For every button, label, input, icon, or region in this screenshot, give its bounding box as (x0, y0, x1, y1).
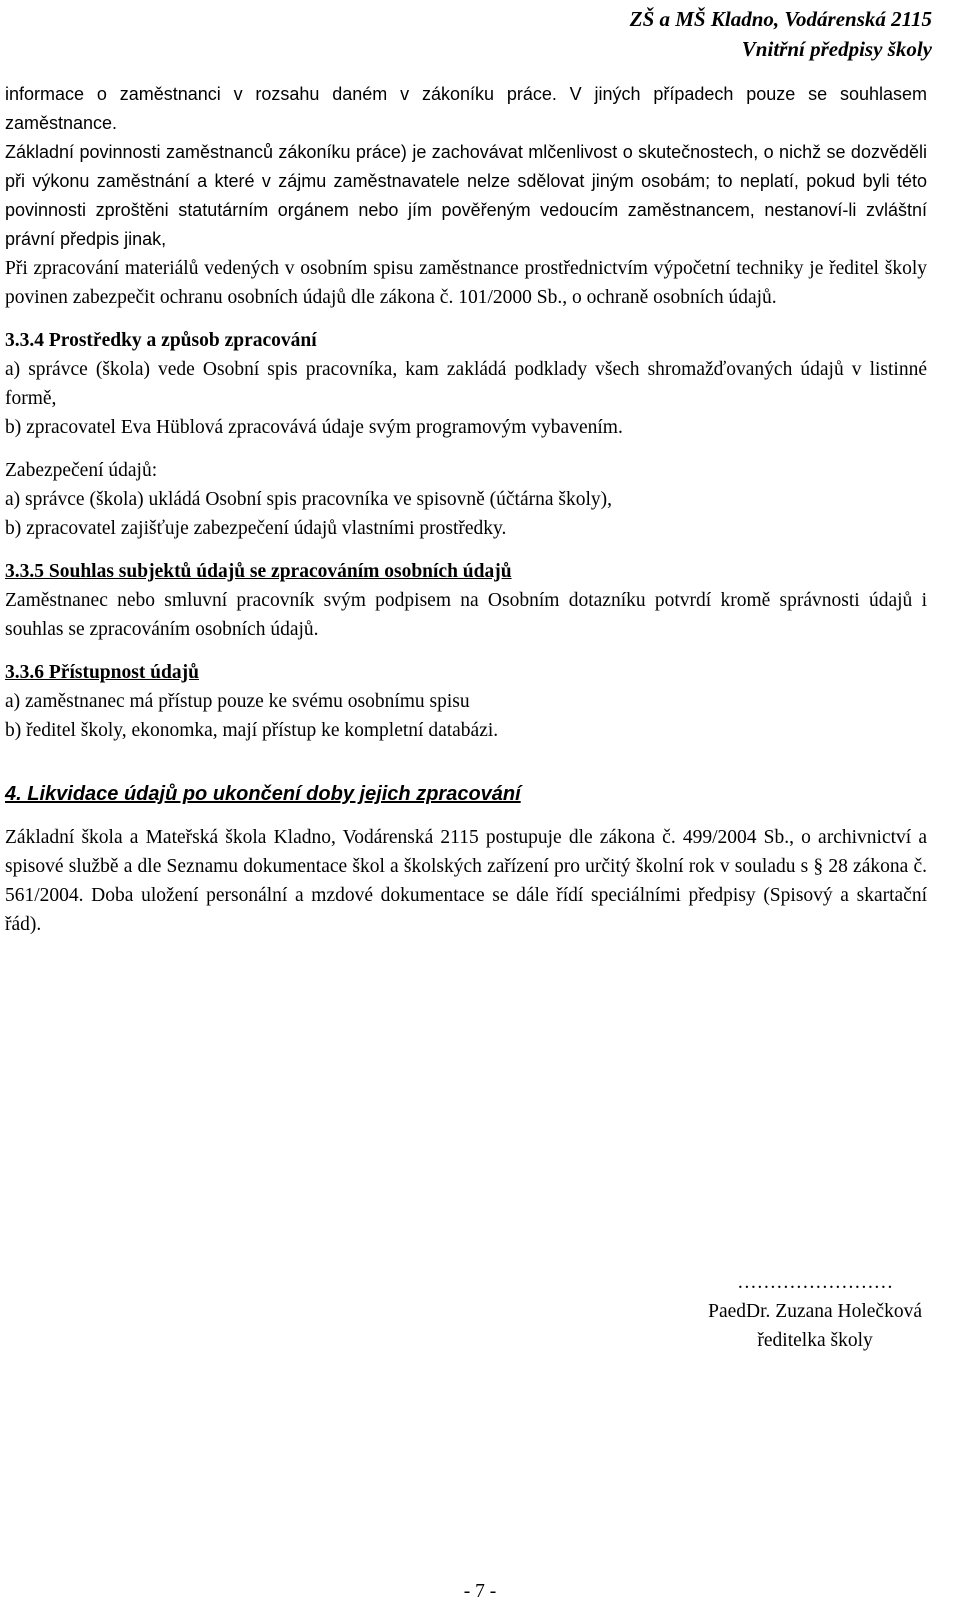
spacer (5, 745, 927, 779)
intro-paragraph-1: informace o zaměstnanci v rozsahu daném v zákoníku práce. V jiných případech pouze se souhlasem zaměstnance. (5, 84, 927, 133)
signature-block (708, 1268, 922, 1355)
section-4-heading: 4. Likvidace údajů po ukončení doby jejich zpracování (5, 783, 521, 805)
document-body (5, 80, 927, 939)
section-3-3-4-heading: 3.3.4 Prostředky a způsob zpracování (5, 330, 317, 351)
section-3-3-4-item-b: b) zpracovatel Eva Hüblová zpracovává údaje svým programovým vybavením. (5, 417, 623, 438)
spacer (5, 809, 927, 823)
signature-line: …………………… (737, 1272, 894, 1293)
signatory-name: PaedDr. Zuzana Holečková (708, 1301, 922, 1322)
header-document-title: Vnitřní předpisy školy (741, 37, 932, 61)
security-title: Zabezpečení údajů: (5, 460, 158, 481)
spacer (5, 543, 927, 557)
intro-paragraph-3: Při zpracování materiálů vedených v osobním spisu zaměstnance prostřednictvím výpočetní techniky je ředitel školy povinen zabezpečit ochranu osobních údajů dle zákona č. 101/2000 Sb., o ochraně osobních údajů. (5, 258, 927, 308)
section-3-3-6-item-a: a) zaměstnanec má přístup pouze ke svému osobnímu spisu (5, 691, 470, 712)
section-3-3-5-text: Zaměstnanec nebo smluvní pracovník svým podpisem na Osobním dotazníku potvrdí kromě správnosti údajů i souhlas se zpracováním osobních údajů. (5, 590, 927, 640)
spacer (5, 644, 927, 658)
page-number: - 7 - (463, 1581, 497, 1602)
section-3-3-4-item-a: a) správce (škola) vede Osobní spis pracovníka, kam zakládá podklady všech shromažďovaných údajů v listinné formě, (5, 359, 927, 409)
signatory-title: ředitelka školy (757, 1330, 873, 1351)
spacer (5, 442, 927, 456)
security-item-b: b) zpracovatel zajišťuje zabezpečení údajů vlastními prostředky. (5, 518, 507, 539)
section-4-text: Základní škola a Mateřská škola Kladno, Vodárenská 2115 postupuje dle zákona č. 499/2004 Sb., o archivnictví a spisové službě a dle Seznamu dokumentace škol a školských zařízení pro určitý školní rok v souladu s § 28 zákona č. 561/2004. Doba uložení personální a mzdové dokumentace se dále řídí speciálními předpisy (Spisový a skartační řád). (5, 827, 927, 935)
header-school-name: ZŠ a MŠ Kladno, Vodárenská 2115 (629, 7, 932, 31)
intro-paragraph-2: Základní povinnosti zaměstnanců zákoníku práce) je zachovávat mlčenlivost o skutečnostech, o nichž se dozvěděli při výkonu zaměstnání a které v zájmu zaměstnavatele nelze sdělovat jiným osobám; to neplatí, pokud byli této povinnosti zproštěni statutárním orgánem nebo jím pověřeným vedoucím zaměstnancem, nestanoví-li zvláštní právní předpis jinak, (5, 142, 927, 249)
section-3-3-6-item-b: b) ředitel školy, ekonomka, mají přístup ke kompletní databázi. (5, 720, 499, 741)
section-3-3-5-heading: 3.3.5 Souhlas subjektů údajů se zpracováním osobních údajů (5, 561, 512, 582)
page-header (630, 4, 932, 64)
section-3-3-6-heading: 3.3.6 Přístupnost údajů (5, 662, 199, 683)
spacer (5, 312, 927, 326)
security-item-a: a) správce (škola) ukládá Osobní spis pracovníka ve spisovně (účtárna školy), (5, 489, 613, 510)
